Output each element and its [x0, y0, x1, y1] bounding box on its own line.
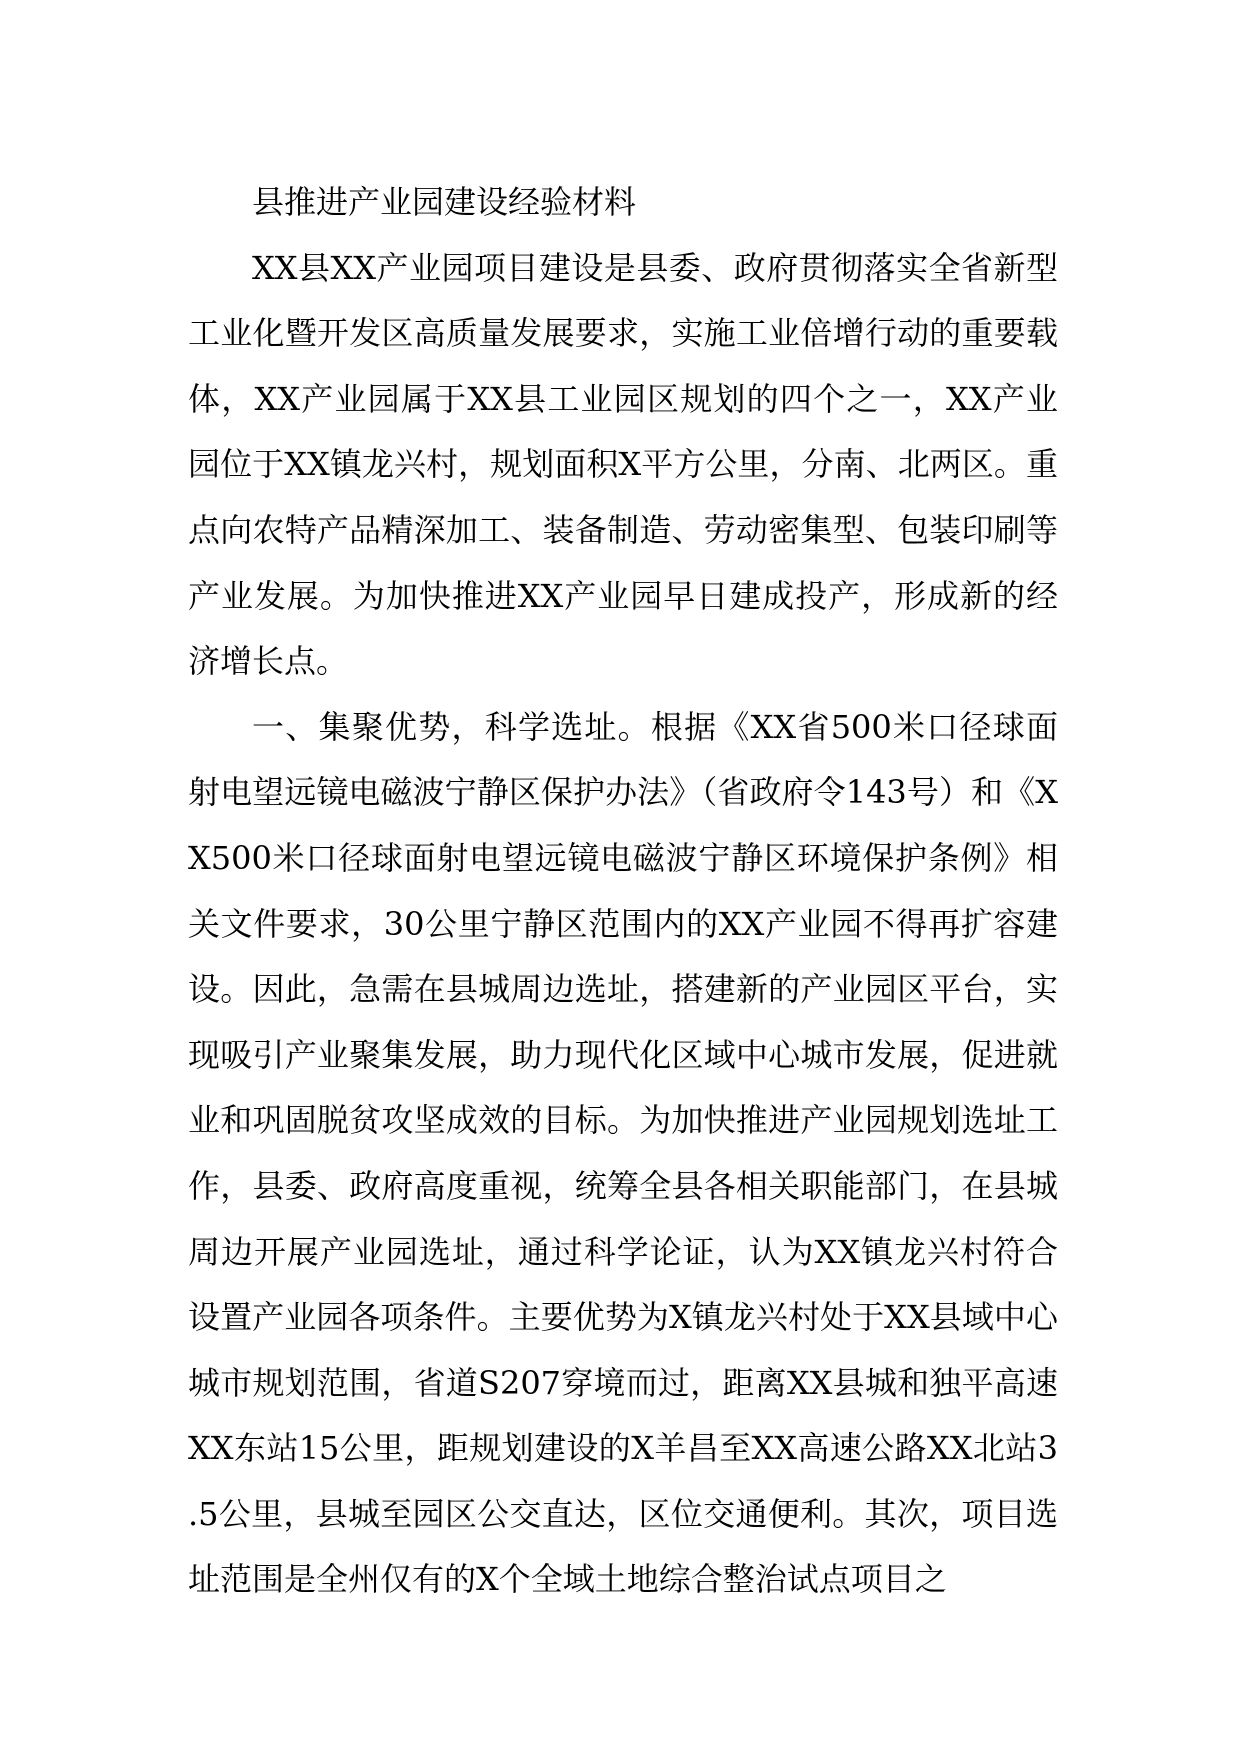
- document-title: 县推进产业园建设经验材料: [252, 183, 637, 221]
- paragraph-intro: XX县XX产业园项目建设是县委、政府贯彻落实全省新型工业化暨开发区高质量发展要求，实施工业倍增行动的重要载体，XX产业园属于XX县工业园区规划的四个之一，XX产业园位于XX镇龙兴村，规划面积X平方公里，分南、北两区。重点向农特产品精深加工、装备制造、劳动密集型、包装印刷等产业发展。为加快推进XX产业园早日建成投产，形成新的经济增长点。: [188, 248, 1058, 681]
- document-body: [188, 170, 1058, 1613]
- paragraph-section-one: 一、集聚优势，科学选址。根据《XX省500米口径球面射电望远镜电磁波宁静区保护办法》（省政府令143号）和《XX500米口径球面射电望远镜电磁波宁静区环境保护条例》相关文件要求，30公里宁静区范围内的XX产业园不得再扩容建设。因此，急需在县城周边选址，搭建新的产业园区平台，实现吸引产业聚集发展，助力现代化区域中心城市发展，促进就业和巩固脱贫攻坚成效的目标。为加快推进产业园规划选址工作，县委、政府高度重视，统筹全县各相关职能部门，在县城周边开展产业园选址，通过科学论证，认为XX镇龙兴村符合设置产业园各项条件。主要优势为X镇龙兴村处于XX县域中心城市规划范围，省道S207穿境而过，距离XX县城和独平高速XX东站15公里，距规划建设的X羊昌至XX高速公路XX北站3.5公里，县城至园区公交直达，区位交通便利。其次，项目选址范围是全州仅有的X个全域土地综合整治试点项目之: [188, 707, 1058, 1599]
